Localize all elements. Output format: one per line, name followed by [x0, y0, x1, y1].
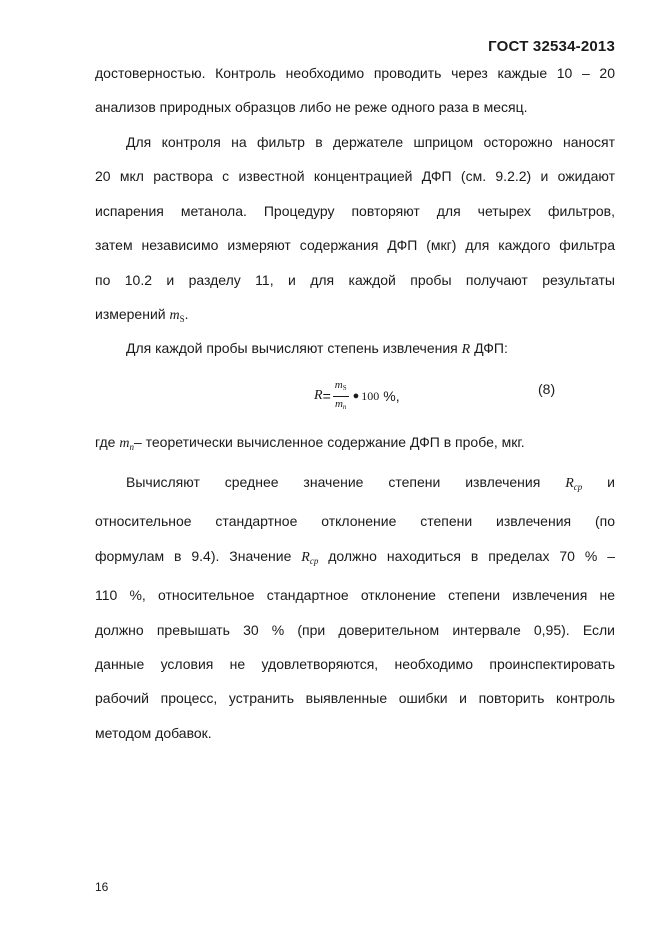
page-number: 16 [95, 880, 109, 894]
variable-rcp: $R_{ср}$ [301, 549, 319, 566]
document-code-header: ГОСТ 32534-2013 [488, 38, 615, 55]
text-line: анализов природных образцов либо не реже одного раза в месяц. [95, 99, 528, 116]
text-line: должно превышать 30 % (при доверительном интервале 0,95). Если [95, 621, 615, 638]
text-line: данные условия не удовлетворяются, необходимо проинспектировать [95, 656, 615, 673]
text-line: затем независимо измеряют содержания ДФП (мкг) для каждого фильтра [95, 237, 615, 254]
formula-recovery [314, 376, 400, 416]
text-line: где $m_n-$ теоретически вычисленное содержание ДФП в пробе, мкг. [95, 434, 525, 452]
text-line: 20 мкл раствора с известной концентрацией ДФП (см. 9.2.2) и ожидают [95, 168, 615, 185]
text-line: формулам в 9.4). Значение $R_{ср}$ должно находиться в пределах 70 % – [95, 547, 615, 566]
text-line: 110 %, относительное стандартное отклонение степени извлечения не [95, 587, 615, 604]
equation-number: (8) [538, 381, 556, 397]
formula-unit: %, [383, 388, 400, 404]
formula-fraction [333, 379, 349, 414]
fraction-numerator: mS [333, 379, 349, 397]
text-line: достоверностью. Контроль необходимо проводить через каждые 10 – 20 [95, 65, 615, 81]
variable-mn: $m_n$ [119, 436, 134, 452]
formula-equals: = [322, 388, 331, 404]
paragraph-control-procedure [95, 125, 615, 336]
variable-r: R [461, 342, 471, 357]
paragraph-recovery-intro [95, 331, 615, 367]
text-line: по 10.2 и разделу 11, и для каждой пробы получают результаты [95, 271, 615, 288]
formula-where-clause [95, 425, 615, 464]
variable-rcp: $R_{ср}$ [565, 476, 583, 492]
text-line: методом добавок. [95, 724, 212, 741]
fraction-denominator: mn [334, 397, 347, 411]
formula-lhs: R [314, 388, 323, 403]
text-line: Для каждой пробы вычисляют степень извлечения R ДФП: [126, 340, 508, 357]
paragraph-mean-recovery [95, 465, 615, 750]
text-line: рабочий процесс, устранить выявленные ошибки и повторить контроль [95, 690, 615, 707]
text-line: измерений $m_S$. [95, 306, 189, 325]
text-line: испарения метанола. Процедуру повторяют для четырех фильтров, [95, 202, 615, 219]
text-line: Для контроля на фильтр в держателе шприцом осторожно наносят [126, 134, 615, 150]
variable-ms: $m_S$ [169, 308, 185, 325]
formula-multiplier: 100 [361, 388, 380, 403]
text-line: Вычисляют среднее значение степени извлечения $R_{ср}$ и [126, 474, 615, 492]
multiply-dot-icon: ● [352, 390, 360, 402]
text-line: относительное стандартное отклонение степени извлечения (по [95, 513, 615, 530]
paragraph-continuation [95, 56, 615, 125]
